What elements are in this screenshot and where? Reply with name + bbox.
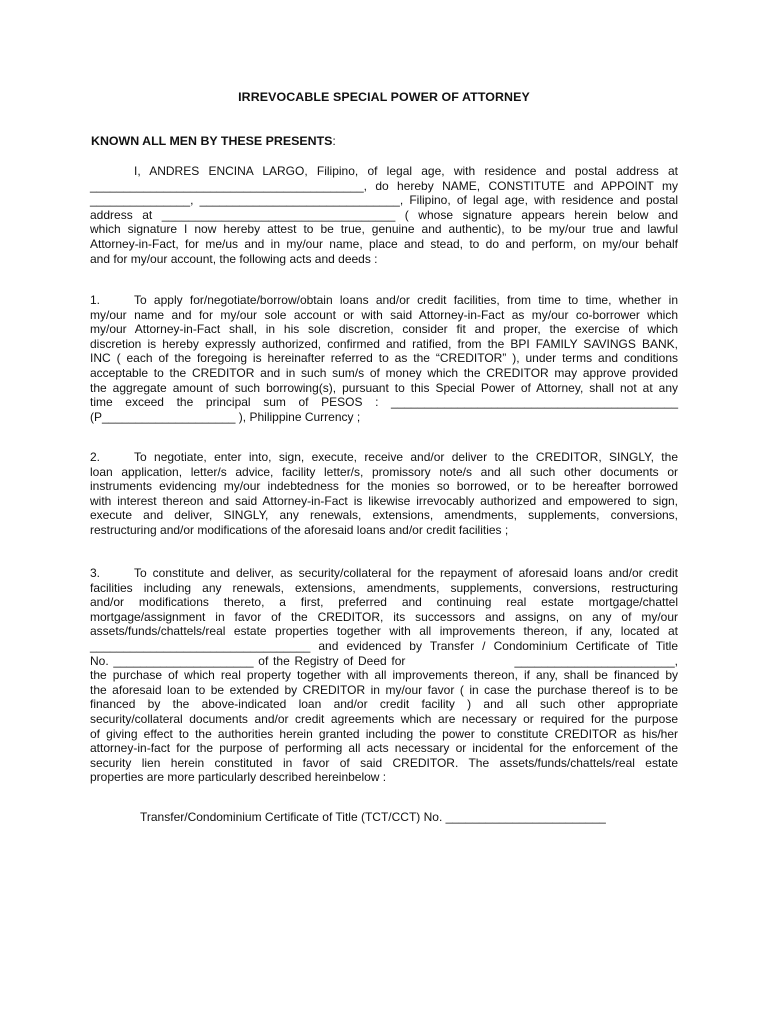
- intro-line: which signature I now hereby attest to be true, genuine and authentic), to be my/our true and lawful: [90, 222, 678, 237]
- item-3-line: financed by the above-indicated loan and/or credit facility ) and all such other appropriate: [90, 697, 678, 712]
- item-3-line: the aforesaid loan to be extended by CREDITOR in my/our favor ( in case the purchase thereof is to be: [90, 682, 678, 697]
- item-2-first-line: [90, 450, 678, 465]
- known-all-men-colon: :: [332, 134, 336, 148]
- item-3-line: To constitute and deliver, as security/collateral for the repayment of aforesaid loans and/or credit: [134, 566, 678, 580]
- item-2-number: 2.: [90, 450, 101, 464]
- item-3-line: No. _____________________ of the Registry of Deed for ________________________,: [90, 653, 678, 668]
- document-title: IRREVOCABLE SPECIAL POWER OF ATTORNEY: [238, 90, 530, 104]
- item-1-paragraph: [90, 293, 678, 424]
- item-1-line: INC ( each of the foregoing is hereinafter referred to as the “CREDITOR” ), under terms and conditions: [90, 351, 678, 366]
- item-3-line: _________________________________ and evidenced by Transfer / Condominium Certificate of Title: [90, 638, 678, 653]
- intro-line: address at ___________________________________ ( whose signature appears herein below and: [90, 207, 678, 222]
- intro-line: Attorney-in-Fact, for me/us and in my/our name, place and stead, to do and perform, on my/our behalf: [90, 236, 678, 251]
- item-1-line: my/our name and for my/our sole account or with said Attorney-in-Fact as my/our co-borrower which: [90, 307, 678, 322]
- item-3-line: assets/funds/chattels/real estate properties together with all improvements thereon, if any, located at: [90, 624, 678, 639]
- item-1-line: time exceed the principal sum of PESOS : ___________________________________________: [90, 395, 678, 410]
- item-3-line: and/or modifications thereto, a first, preferred and continuing real estate mortgage/chattel: [90, 595, 678, 610]
- known-all-men-heading: [91, 134, 336, 148]
- item-3-number: 3.: [90, 566, 101, 580]
- item-3-line: properties are more particularly described hereinbelow :: [90, 770, 387, 785]
- item-2-line: execute and deliver, SINGLY, any renewals, extensions, amendments, supplements, conversions,: [90, 508, 678, 523]
- item-3-line: the purchase of which real property together with all improvements thereon, if any, shall be financed by: [90, 668, 678, 683]
- item-1-first-line: [90, 293, 678, 308]
- item-2-line: loan application, letter/s advice, facility letter/s, promissory note/s and all such other documents or: [90, 464, 678, 479]
- item-1-number: 1.: [90, 293, 101, 307]
- item-3-line: of giving effect to the authorities herein granted including the power to constitute CREDITOR as his/her: [90, 726, 678, 741]
- intro-line: _______________, ______________________________, Filipino, of legal age, with residence and postal: [90, 193, 678, 208]
- tct-cct-number-line: Transfer/Condominium Certificate of Title (TCT/CCT) No. ________________________: [140, 810, 606, 824]
- item-2-line: To negotiate, enter into, sign, execute, receive and/or deliver to the CREDITOR, SINGLY, the: [134, 450, 678, 464]
- item-2-line: with interest thereon and said Attorney-in-Fact is likewise irrevocably authorized and empowered to sign,: [90, 493, 678, 508]
- item-1-line: acceptable to the CREDITOR and in such sum/s of money which the CREDITOR may approve provided: [90, 365, 678, 380]
- item-1-line: (P____________________ ), Philippine Currency ;: [90, 409, 361, 424]
- item-3-line: attorney-in-fact for the purpose of performing all acts necessary or incidental for the enforcement of the: [90, 741, 678, 756]
- item-2-line: instruments evidencing my/our indebtedness for the monies so borrowed, or to be hereafter borrowed: [90, 479, 678, 494]
- intro-line: I, ANDRES ENCINA LARGO, Filipino, of legal age, with residence and postal address at: [134, 164, 678, 178]
- item-2-paragraph: [90, 450, 678, 538]
- item-3-line: mortgage/assignment in favor of the CREDITOR, its successors and assigns, on any of my/our: [90, 609, 678, 624]
- item-3-first-line: [90, 566, 678, 581]
- known-all-men-text: KNOWN ALL MEN BY THESE PRESENTS: [91, 134, 333, 148]
- item-3-line: security lien herein constituted in favor of said CREDITOR. The assets/funds/chattels/real estate: [90, 755, 678, 770]
- item-1-line: To apply for/negotiate/borrow/obtain loans and/or credit facilities, from time to time, whether in: [134, 293, 678, 307]
- intro-paragraph: [90, 164, 678, 266]
- item-3-line: security/collateral documents and/or credit agreements which are necessary or required for the purpose: [90, 711, 678, 726]
- item-3-line: facilities including any renewals, extensions, amendments, supplements, conversions, restructuring: [90, 580, 678, 595]
- item-1-line: the aggregate amount of such borrowing(s), pursuant to this Special Power of Attorney, shall not at any: [90, 380, 678, 395]
- item-1-line: discretion is hereby expressly authorized, confirmed and ratified, from the BPI FAMILY SAVINGS BANK,: [90, 336, 678, 351]
- item-1-line: my/our Attorney-in-Fact shall, in his sole discretion, consider fit and proper, the exercise of which: [90, 322, 678, 337]
- item-3-paragraph: [90, 566, 678, 785]
- intro-line: _________________________________________, do hereby NAME, CONSTITUTE and APPOINT my: [90, 178, 678, 193]
- intro-line: and for my/our account, the following acts and deeds :: [90, 251, 378, 266]
- item-2-line: restructuring and/or modifications of the aforesaid loans and/or credit facilities ;: [90, 522, 509, 537]
